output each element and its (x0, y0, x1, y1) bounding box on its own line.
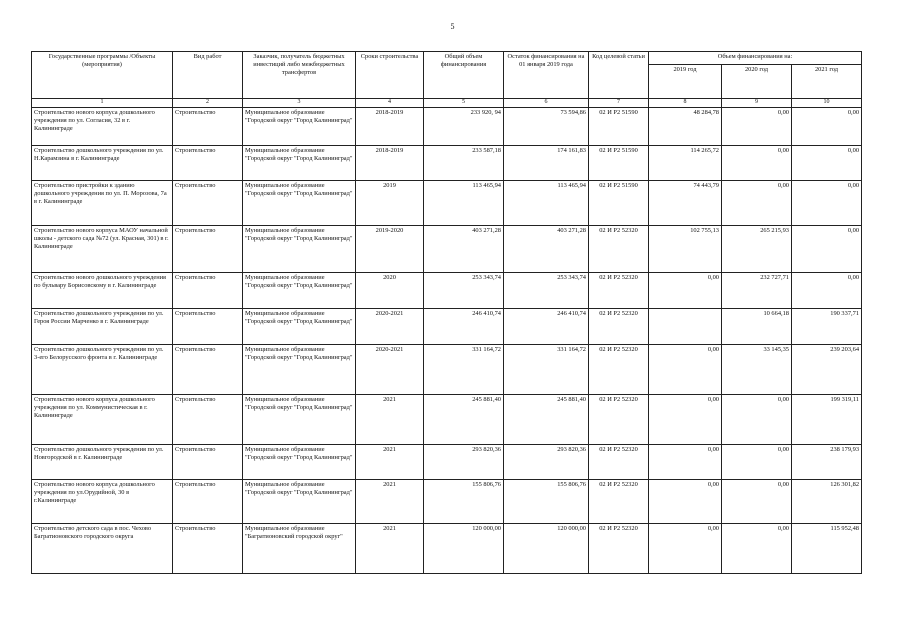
funding-2019-cell: 0,00 (649, 479, 722, 523)
table-row (32, 523, 862, 573)
funding-2019-cell: 0,00 (649, 344, 722, 394)
header-total: Общий объем финансирования (424, 52, 504, 99)
work-type-cell: Строительство (173, 308, 243, 344)
total-cell: 120 000,00 (424, 523, 504, 573)
table-row (32, 308, 862, 344)
header-period: Сроки строительства (356, 52, 424, 99)
column-number: 6 (504, 99, 589, 108)
object-name-cell: Строительство нового корпуса дошкольного учреждения по ул. Согласия, 32 в г. Калининграде (32, 107, 173, 145)
work-type-cell: Строительство (173, 344, 243, 394)
funding-2020-cell: 0,00 (722, 479, 792, 523)
funding-2021-cell: 190 337,71 (792, 308, 862, 344)
total-cell: 233 587,18 (424, 145, 504, 180)
remainder-cell: 403 271,28 (504, 225, 589, 272)
period-cell: 2019-2020 (356, 225, 424, 272)
funding-2019-cell: 0,00 (649, 523, 722, 573)
total-cell: 331 164,72 (424, 344, 504, 394)
funding-2019-cell: 102 755,13 (649, 225, 722, 272)
object-name-cell: Строительство нового корпуса дошкольного учреждения по ул. Коммунистическая в г. Калининграде (32, 394, 173, 444)
funding-2020-cell: 232 727,71 (722, 272, 792, 308)
funding-2021-cell: 239 203,64 (792, 344, 862, 394)
period-cell: 2021 (356, 479, 424, 523)
code-cell: 02 И Р2 52320 (589, 272, 649, 308)
total-cell: 253 343,74 (424, 272, 504, 308)
code-cell: 02 И Р2 52320 (589, 523, 649, 573)
object-name-cell: Строительство дошкольного учреждения по ул. Новгородской в г. Калининграде (32, 444, 173, 479)
header-remainder: Остаток финансирования на 01 января 2019 года (504, 52, 589, 99)
code-cell: 02 И Р2 52320 (589, 225, 649, 272)
code-cell: 02 И Р2 52320 (589, 479, 649, 523)
funding-2020-cell: 0,00 (722, 145, 792, 180)
header-programs: Государственные программы /Объекты (мероприятия) (32, 52, 173, 99)
funding-2021-cell: 238 179,93 (792, 444, 862, 479)
funding-2019-cell: 48 284,78 (649, 107, 722, 145)
remainder-cell: 293 820,36 (504, 444, 589, 479)
period-cell: 2021 (356, 394, 424, 444)
table-row (32, 479, 862, 523)
customer-cell: Муниципальное образование "Городской округ "Город Калининград" (243, 479, 356, 523)
period-cell: 2020 (356, 272, 424, 308)
page-number: 5 (450, 22, 455, 31)
funding-2020-cell: 10 664,18 (722, 308, 792, 344)
object-name-cell: Строительство дошкольного учреждения по ул. 3-его Белорусского фронта в г. Калининграде (32, 344, 173, 394)
funding-2019-cell: 0,00 (649, 444, 722, 479)
object-name-cell: Строительство нового корпуса дошкольного учреждения по ул.Орудийной, 30 в г.Калининграде (32, 479, 173, 523)
header-2021: 2021 год (792, 65, 862, 99)
column-number: 2 (173, 99, 243, 108)
funding-2019-cell (649, 308, 722, 344)
work-type-cell: Строительство (173, 180, 243, 225)
funding-2021-cell: 126 301,82 (792, 479, 862, 523)
financing-table (31, 51, 862, 574)
funding-2020-cell: 0,00 (722, 107, 792, 145)
code-cell: 02 И Р2 51590 (589, 107, 649, 145)
header-code: Код целевой статьи (589, 52, 649, 99)
funding-2021-cell: 199 319,11 (792, 394, 862, 444)
code-cell: 02 И Р2 52320 (589, 344, 649, 394)
customer-cell: Муниципальное образование "Городской округ "Город Калининград" (243, 180, 356, 225)
funding-2021-cell: 0,00 (792, 272, 862, 308)
table-row (32, 272, 862, 308)
customer-cell: Муниципальное образование "Городской округ "Город Калининград" (243, 394, 356, 444)
funding-2019-cell: 74 443,79 (649, 180, 722, 225)
period-cell: 2020-2021 (356, 308, 424, 344)
funding-2021-cell: 0,00 (792, 225, 862, 272)
funding-2019-cell: 114 265,72 (649, 145, 722, 180)
period-cell: 2020-2021 (356, 344, 424, 394)
period-cell: 2018-2019 (356, 145, 424, 180)
header-2020: 2020 год (722, 65, 792, 99)
remainder-cell: 155 806,76 (504, 479, 589, 523)
object-name-cell: Строительство нового дошкольного учреждения по бульвару Борисовскому в г. Калининграде (32, 272, 173, 308)
total-cell: 113 465,94 (424, 180, 504, 225)
table-row (32, 180, 862, 225)
code-cell: 02 И Р2 52320 (589, 444, 649, 479)
customer-cell: Муниципальное образование "Городской округ "Город Калининград" (243, 444, 356, 479)
funding-2021-cell: 0,00 (792, 180, 862, 225)
remainder-cell: 120 000,00 (504, 523, 589, 573)
funding-2020-cell: 265 215,93 (722, 225, 792, 272)
period-cell: 2021 (356, 444, 424, 479)
object-name-cell: Строительство дошкольного учреждения по ул. Героя России Марченко в г. Калининграде (32, 308, 173, 344)
remainder-cell: 73 594,86 (504, 107, 589, 145)
table-row (32, 394, 862, 444)
period-cell: 2019 (356, 180, 424, 225)
work-type-cell: Строительство (173, 272, 243, 308)
total-cell: 245 881,40 (424, 394, 504, 444)
work-type-cell: Строительство (173, 479, 243, 523)
work-type-cell: Строительство (173, 225, 243, 272)
header-customer: Заказчик, получатель бюджетных инвестиций либо межбюджетных трансфертов (243, 52, 356, 99)
table-row (32, 225, 862, 272)
column-number: 4 (356, 99, 424, 108)
work-type-cell: Строительство (173, 145, 243, 180)
funding-2020-cell: 0,00 (722, 394, 792, 444)
object-name-cell: Строительство детского сада в пос. Чехово Багратионовского городского округа (32, 523, 173, 573)
customer-cell: Муниципальное образование "Городской округ "Город Калининград" (243, 145, 356, 180)
column-number: 7 (589, 99, 649, 108)
work-type-cell: Строительство (173, 394, 243, 444)
header-work-type: Вид работ (173, 52, 243, 99)
funding-2020-cell: 0,00 (722, 180, 792, 225)
funding-2021-cell: 0,00 (792, 107, 862, 145)
funding-2019-cell: 0,00 (649, 394, 722, 444)
customer-cell: Муниципальное образование "Городской округ "Город Калининград" (243, 272, 356, 308)
code-cell: 02 И Р2 52320 (589, 394, 649, 444)
table-row (32, 444, 862, 479)
work-type-cell: Строительство (173, 444, 243, 479)
table-row (32, 145, 862, 180)
customer-cell: Муниципальное образование "Городской округ "Город Калининград" (243, 107, 356, 145)
code-cell: 02 И Р2 51590 (589, 145, 649, 180)
table-row (32, 344, 862, 394)
remainder-cell: 245 881,40 (504, 394, 589, 444)
remainder-cell: 246 410,74 (504, 308, 589, 344)
funding-2019-cell: 0,00 (649, 272, 722, 308)
work-type-cell: Строительство (173, 107, 243, 145)
work-type-cell: Строительство (173, 523, 243, 573)
column-number: 9 (722, 99, 792, 108)
total-cell: 403 271,28 (424, 225, 504, 272)
total-cell: 246 410,74 (424, 308, 504, 344)
total-cell: 233 920, 94 (424, 107, 504, 145)
funding-2020-cell: 0,00 (722, 444, 792, 479)
column-number: 5 (424, 99, 504, 108)
header-funding: Объем финансирования на: (649, 52, 862, 65)
funding-2020-cell: 33 145,35 (722, 344, 792, 394)
funding-2021-cell: 115 952,48 (792, 523, 862, 573)
customer-cell: Муниципальное образование "Городской округ "Город Калининград" (243, 344, 356, 394)
funding-2021-cell: 0,00 (792, 145, 862, 180)
remainder-cell: 331 164,72 (504, 344, 589, 394)
column-number: 1 (32, 99, 173, 108)
customer-cell: Муниципальное образование "Багратионовский городской округ" (243, 523, 356, 573)
customer-cell: Муниципальное образование "Городской округ "Город Калининград" (243, 308, 356, 344)
header-2019: 2019 год (649, 65, 722, 99)
column-number: 8 (649, 99, 722, 108)
remainder-cell: 174 161,83 (504, 145, 589, 180)
remainder-cell: 253 343,74 (504, 272, 589, 308)
object-name-cell: Строительство нового корпуса МАОУ начальной школы - детского сада №72 (ул. Красная, 301) в г. Калининграде (32, 225, 173, 272)
code-cell: 02 И Р2 52320 (589, 308, 649, 344)
funding-2020-cell: 0,00 (722, 523, 792, 573)
object-name-cell: Строительство пристройки к зданию дошкольного учреждения по ул. П. Морозова, 7а в г. Калининграде (32, 180, 173, 225)
object-name-cell: Строительство дошкольного учреждения по ул. Н.Карамзина в г. Калининграде (32, 145, 173, 180)
total-cell: 155 806,76 (424, 479, 504, 523)
remainder-cell: 113 465,94 (504, 180, 589, 225)
column-number: 10 (792, 99, 862, 108)
period-cell: 2021 (356, 523, 424, 573)
column-number: 3 (243, 99, 356, 108)
code-cell: 02 И Р2 51590 (589, 180, 649, 225)
table-row (32, 107, 862, 145)
total-cell: 293 820,36 (424, 444, 504, 479)
period-cell: 2018-2019 (356, 107, 424, 145)
customer-cell: Муниципальное образование "Городской округ "Город Калининград" (243, 225, 356, 272)
column-numbers-row (32, 99, 862, 108)
